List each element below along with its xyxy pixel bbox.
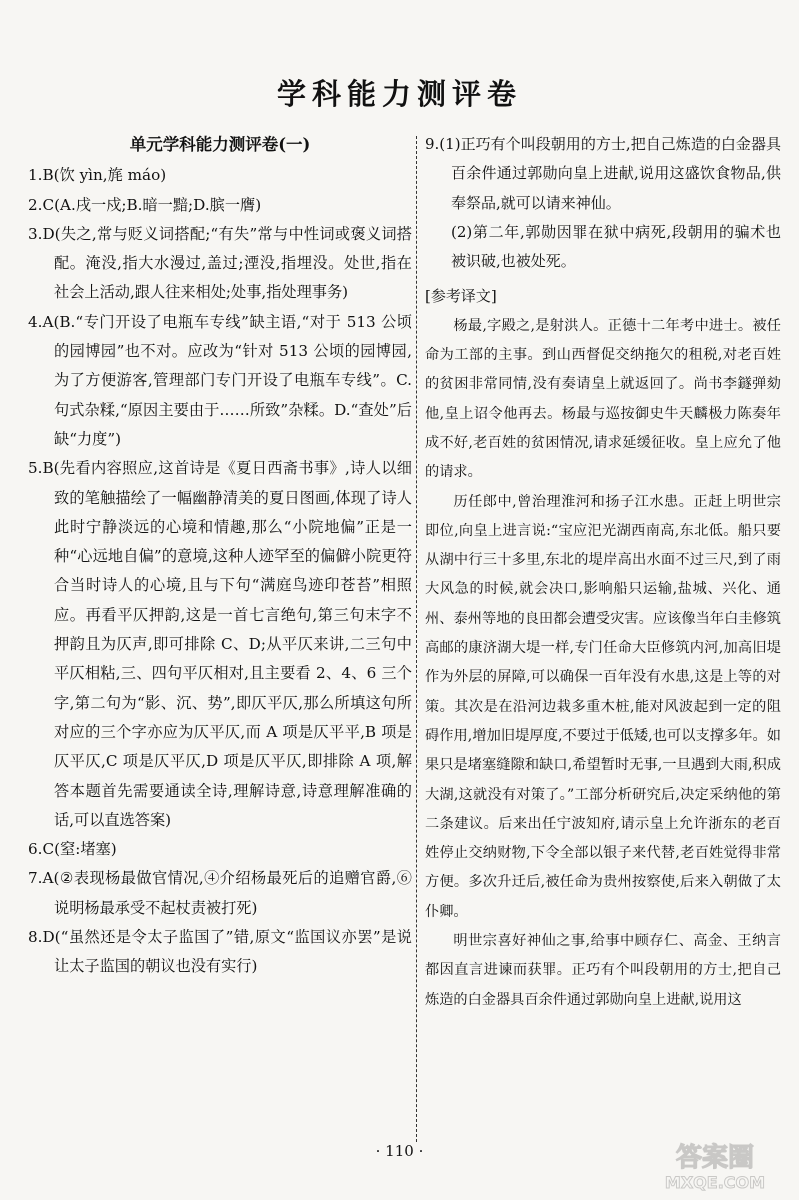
reference-translation-label: [参考译文] <box>425 287 497 306</box>
answer-item-2: 2.C(A.戌一戍;B.暗一黯;D.膑一膺) <box>28 195 262 214</box>
answer-item-1: 1.B(饮 yìn,旄 máo) <box>28 166 167 185</box>
svg-text:MXQE.COM: MXQE.COM <box>664 1173 766 1192</box>
translation-paragraph: 杨最,字殿之,是射洪人。正德十二年考中进士。被任命为工部的主事。到山西督促交纳拖欠的租税,对老百姓的贫困非常同情,没有奏请皇上就返回了。尚书李鐩弹劾他,皇上诏令他再去。杨最与巡按御史牛天麟极力陈奏年成不好,老百姓的贫困情况,请求延缓征收。皇上应允了他的请求。 <box>425 317 781 481</box>
answer-item-7: 7.A(②表现杨最做官情况,④介绍杨最死后的追赠官爵,⑥说明杨最承受不起杖责被打死) <box>28 869 412 917</box>
translation-paragraph: 历任郎中,曾治理淮河和扬子江水患。正赶上明世宗即位,向皇上进言说:“宝应汜光湖西南高,东北低。船只要从湖中行三十多里,东北的堤岸高出水面不过三尺,到了雨大风急的时候,就会决口,影响船只运输,盐城、兴化、通州、泰州等地的良田都会遭受灾害。应该像当年白圭修筑高邮的康济湖大堤一样,专门任命大臣修筑内河,加高旧堤作为外层的屏障,可以确保一百年没有水患,这是上等的对策。其次是在沿河边栽多重木桩,能对风波起到一定的阻碍作用,增加旧堤厚度,不要过于低矮,也可以支撑多年。如果只是堵塞缝隙和缺口,希望暂时无事,一旦遇到大雨,积成大湖,这就没有对策了。”工部分析研究后,决定采纳他的第二条建议。后来出任宁波知府,请示皇上允许浙东的老百姓停止交纳财物,下令全部以银子来代替,老百姓觉得非常方便。多次升迁后,被任命为贵州按察使,后来入朝做了太仆卿。 <box>425 493 781 920</box>
answer-item-3: 3.D(失之,常与贬义词搭配;“有失”常与中性词或褒义词搭配。淹没,指大水漫过,盖过;湮没,指埋没。处世,指在社会上活动,跟人往来相处;处事,指处理事务) <box>28 224 412 302</box>
page-number: · 110 · <box>375 1142 424 1160</box>
answer-item-4: 4.A(B.“专门开设了电瓶车专线”缺主语,“对于 513 公顷的园博园”也不对。应改为“针对 513 公顷的园博园,为了方便游客,管理部门专门开设了电瓶车专线”。C.句式杂糅,“原因主要由于……所致”杂糅。D.“查处”后缺“力度”) <box>28 312 412 448</box>
left-column <box>28 130 412 982</box>
answer-item-9: 9.(1)正巧有个叫段朝用的方士,把自己炼造的白金器具百余件通过郭勋向皇上进献,说用这盛饮食物品,供奉祭品,就可以请来神仙。 <box>425 135 781 212</box>
translation-paragraph: 明世宗喜好神仙之事,给事中顾存仁、高金、王纳言都因直言进谏而获罪。正巧有个叫段朝用的方士,把自己炼造的白金器具百余件通过郭勋向皇上进献,说用这 <box>425 933 781 1008</box>
answer-item-6: 6.C(窒:堵塞) <box>28 840 117 859</box>
right-column <box>425 130 781 1015</box>
page-title: 学科能力测评卷 <box>276 77 522 111</box>
column-divider <box>416 136 417 1142</box>
answer-item-9-part2: (2)第二年,郭勋因罪在狱中病死,段朝用的骗术也被识破,也被处死。 <box>451 222 781 271</box>
section-title: 单元学科能力测评卷(一) <box>129 135 311 154</box>
svg-text:答案圈: 答案圈 <box>675 1143 755 1173</box>
site-watermark-logo <box>649 1138 781 1194</box>
answer-item-5: 5.B(先看内容照应,这首诗是《夏日西斋书事》,诗人以细致的笔触描绘了一幅幽静清美的夏日图画,体现了诗人此时宁静淡远的心境和情趣,那么“小院地偏”正是一种“心远地自偏”的意境,这种人迹罕至的偏僻小院更符合当时诗人的心境,且与下句“满庭鸟迹印苍苔”相照应。再看平仄押韵,这是一首七言绝句,第三句末字不押韵且为仄声,即可排除 C、D;从平仄来讲,二三句中平仄相粘,三、四句平仄相对,且主要看 2、4、6 三个字,第二句为“影、沉、势”,即仄平仄,那么所填这句所对应的三个字亦应为仄平仄,而 A 项是仄平平,B 项是仄平仄,C 项是仄平仄,D 项是仄平仄,即排除 A 项,解答本题首先需要通读全诗,理解诗意,诗意理解准确的话,可以直选答案) <box>28 459 412 829</box>
answer-item-8: 8.D(“虽然还是令太子监国了”错,原文“监国议亦罢”是说让太子监国的朝议也没有实行) <box>28 928 412 976</box>
